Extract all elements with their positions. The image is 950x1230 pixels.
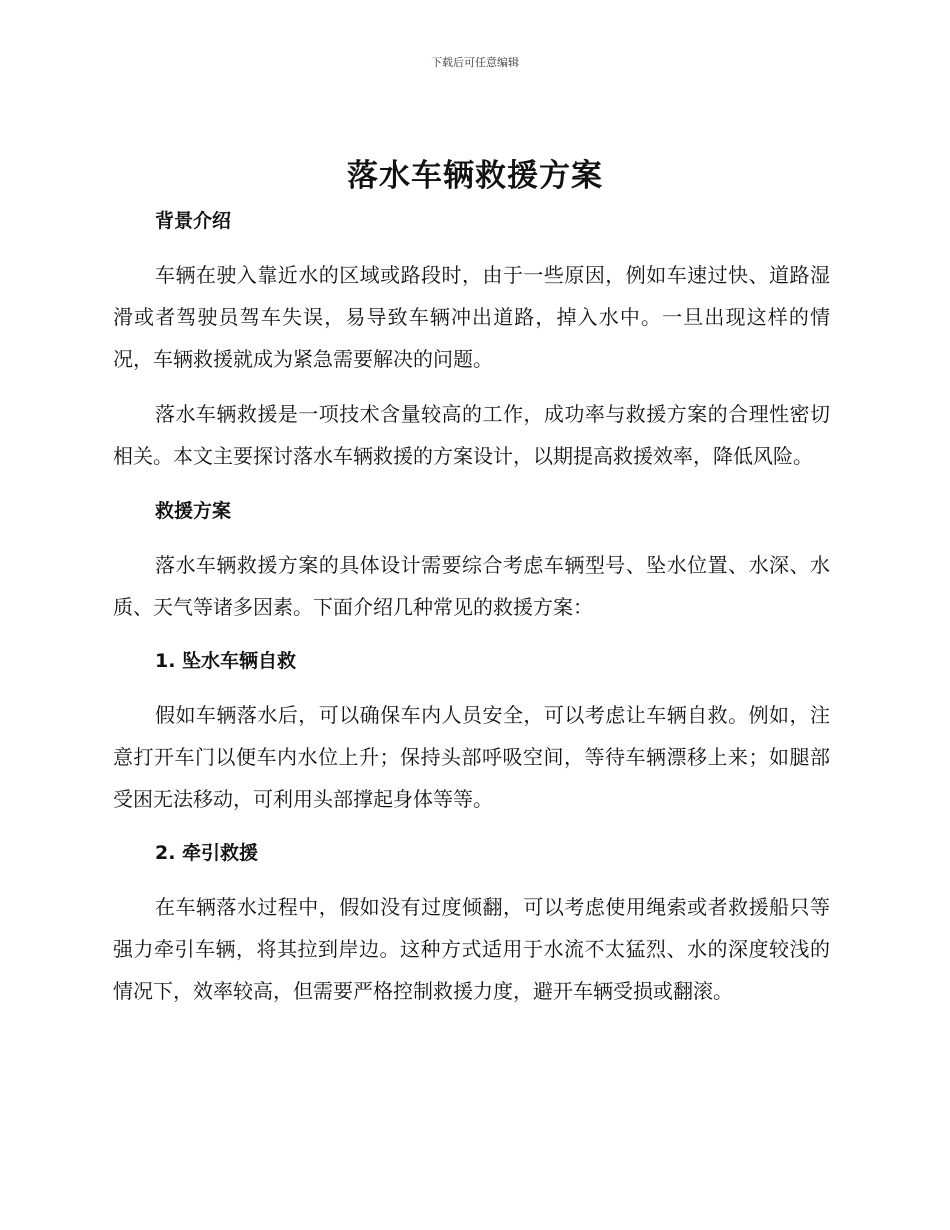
document-body [113,200,830,1012]
header-note: 下载后可任意编辑 [431,56,519,69]
paragraph-background-2: 落水车辆救援是一项技术含量较高的工作，成功率与救援方案的合理性密切相关。本文主要探讨落水车辆救援的方案设计，以期提高救援效率，降低风险。 [113,402,830,468]
document-title: 落水车辆救援方案 [347,158,603,194]
paragraph-plan-intro: 落水车辆救援方案的具体设计需要综合考虑车辆型号、坠水位置、水深、水质、天气等诸多因素。下面介绍几种常见的救援方案： [113,553,830,619]
section-heading-background: 背景介绍 [155,210,232,232]
paragraph-plan-2: 在车辆落水过程中，假如没有过度倾翻，可以考虑使用绳索或者救援船只等强力牵引车辆，将其拉到岸边。这种方式适用于水流不太猛烈、水的深度较浅的情况下，效率较高，但需要严格控制救援力度，避开车辆受损或翻滚。 [113,895,830,1003]
section-heading-plan: 救援方案 [155,500,232,522]
paragraph-background-1: 车辆在驶入靠近水的区域或路段时，由于一些原因，例如车速过快、道路湿滑或者驾驶员驾车失误，易导致车辆冲出道路，掉入水中。一旦出现这样的情况，车辆救援就成为紧急需要解决的问题。 [113,263,830,371]
subheading-plan-1: 1. 坠水车辆自救 [155,650,297,672]
paragraph-plan-1: 假如车辆落水后，可以确保车内人员安全，可以考虑让车辆自救。例如，注意打开车门以便车内水位上升；保持头部呼吸空间，等待车辆漂移上来；如腿部受困无法移动，可利用头部撑起身体等等。 [113,703,830,811]
subheading-plan-2: 2. 牵引救援 [155,842,259,864]
